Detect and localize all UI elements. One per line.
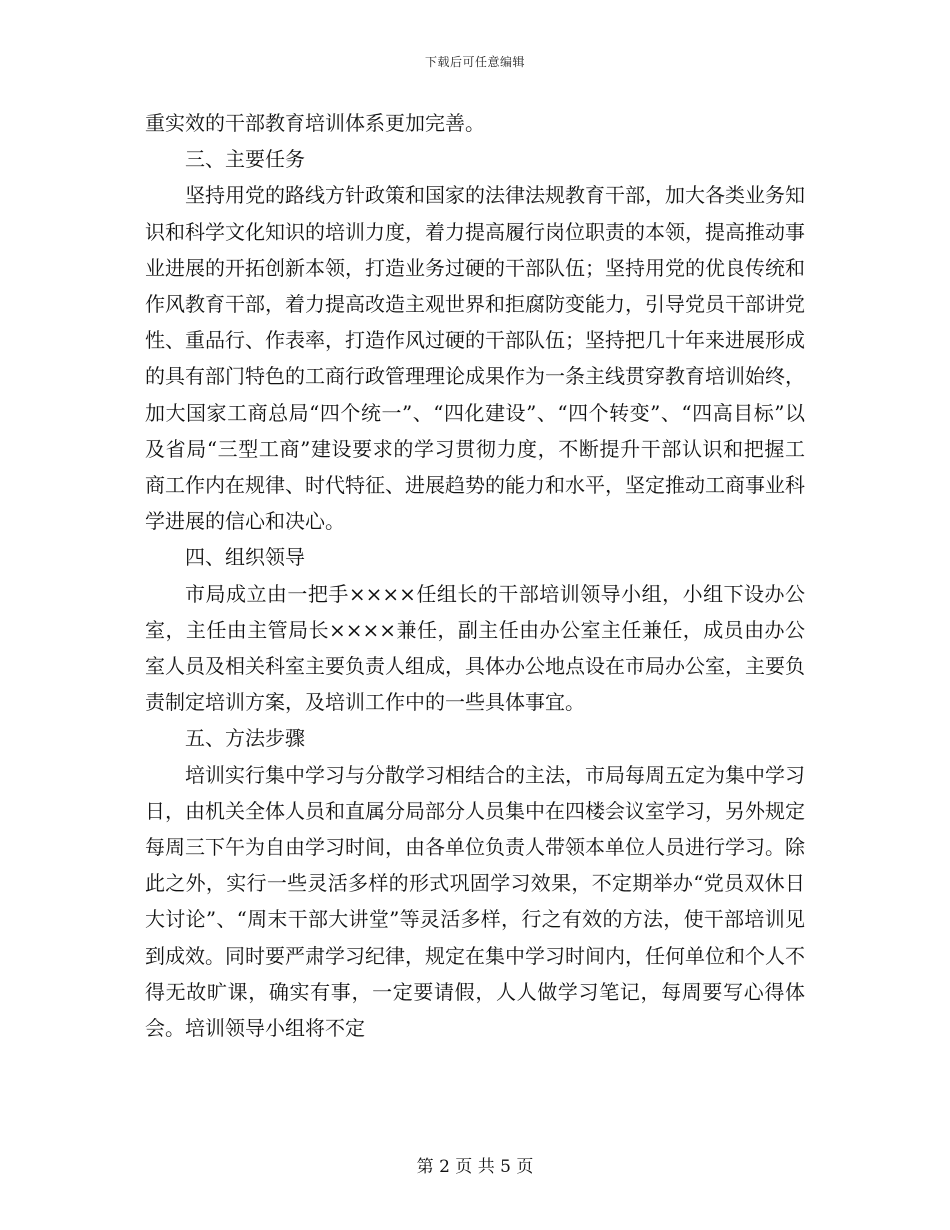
paragraph: 市局成立由一把手××××任组长的干部培训领导小组，小组下设办公室，主任由主管局长××××兼任，副主任由办公室主任兼任，成员由办公室人员及相关科室主要负责人组成，具体办公地点设在市局办公室，主要负责制定培训方案，及培训工作中的一些具体事宜。 (145, 581, 805, 715)
paragraph: 培训实行集中学习与分散学习相结合的主法，市局每周五定为集中学习日，由机关全体人员和直属分局部分人员集中在四楼会议室学习，另外规定每周三下午为自由学习时间，由各单位负责人带领本单位人员进行学习。除此之外，实行一些灵活多样的形式巩固学习效果，不定期举办“党员双休日大讨论”、“周末干部大讲堂”等灵活多样，行之有效的方法，使干部培训见到成效。同时要严肃学习纪律，规定在集中学习时间内，任何单位和个人不得无故旷课，确实有事，一定要请假，人人做学习笔记，每周要写心得体会。培训领导小组将不定 (145, 762, 805, 1041)
section-heading-methods: 五、方法步骤 (185, 726, 305, 751)
page-number: 第 2 页 共 5 页 (416, 1157, 534, 1177)
section-heading-tasks: 三、主要任务 (185, 147, 305, 172)
document-body (145, 105, 805, 1046)
paragraph: 坚持用党的路线方针政策和国家的法律法规教育干部，加大各类业务知识和科学文化知识的培训力度，着力提高履行岗位职责的本领，提高推动事业进展的开拓创新本领，打造业务过硬的干部队伍；坚持用党的优良传统和作风教育干部，着力提高改造主观世界和拒腐防变能力，引导党员干部讲党性、重品行、作表率，打造作风过硬的干部队伍；坚持把几十年来进展形成的具有部门特色的工商行政管理理论成果作为一条主线贯穿教育培训始终，加大国家工商总局“四个统一”、“四化建设”、“四个转变”、“四高目标”以及省局“三型工商”建设要求的学习贯彻力度，不断提升干部认识和把握工商工作内在规律、时代特征、进展趋势的能力和水平，坚定推动工商事业科学进展的信心和决心。 (145, 183, 805, 534)
header-note: 下载后可任意编辑 (424, 55, 525, 69)
section-heading-leadership: 四、组织领导 (185, 545, 305, 570)
paragraph: 重实效的干部教育培训体系更加完善。 (145, 111, 485, 135)
